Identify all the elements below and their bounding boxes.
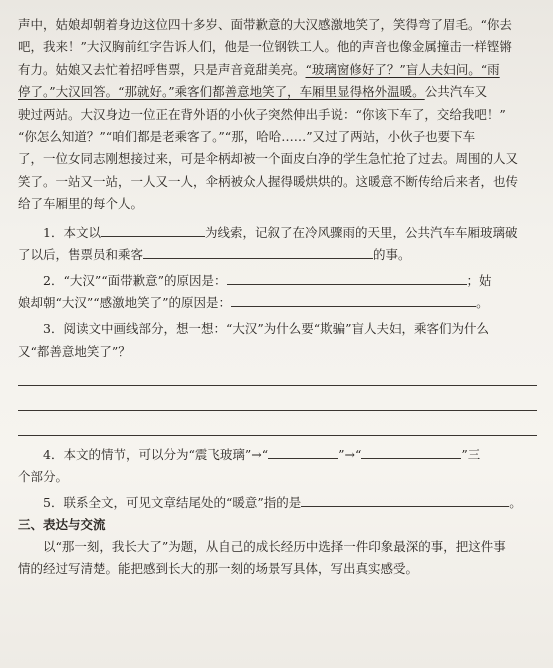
answer-blank[interactable] <box>227 272 467 285</box>
passage-line: 有力。姑娘又去忙着招呼售票，只是声音竟甜美亮。“玻璃窗修好了？”盲人夫妇问。“雨 <box>18 61 500 77</box>
question-3: 3．阅读文中画线部分，想一想：“大汉”为什么要“欺骗”盲人夫妇，乘客们为什么 又“都善意地笑了”？ <box>18 318 537 435</box>
passage-line: 了，一位女同志刚想接过来，可是伞柄却被一个面皮白净的学生急忙抢了过去。周围的人又 <box>18 151 519 167</box>
reading-passage <box>18 14 537 216</box>
question-1: 1．本文以 为线索，记叙了在冷风骤雨的天里，公共汽车车厢玻璃破 了以后，售票员和乘客 的事。 <box>18 224 518 262</box>
passage-line: “你怎么知道？”“咱们都是老乘客了。”“那，哈哈……”又过了两站，小伙子也要下车 <box>18 129 476 145</box>
underlined-sentence: 停了。”大汉回答。“那就好。”乘客们都善意地笑了，车厢里显得格外温暖。 <box>18 84 425 100</box>
question-2: 2．“大汉”“面带歉意”的原因是： ；姑 娘却朝“大汉”“感激地笑了”的原因是： 。 <box>18 273 492 311</box>
passage-line: 停了。”大汉回答。“那就好。”乘客们都善意地笑了，车厢里显得格外温暖。公共汽车又 <box>18 84 488 100</box>
answer-blank[interactable] <box>268 446 338 459</box>
passage-line: 给了车厢里的每个人。 <box>18 196 144 212</box>
passage-line: 笑了。一站又一站，一人又一人，伞柄被众人握得暖烘烘的。这暖意不断传给后来者，也传 <box>18 173 519 189</box>
answer-blank[interactable] <box>143 246 373 259</box>
passage-line: 声中，姑娘却朝着身边这位四十多岁、面带歉意的大汉感激地笑了，笑得弯了眉毛。“你去 <box>18 17 512 32</box>
answer-blank[interactable] <box>361 446 461 459</box>
question-5: 5．联系全文，可见文章结尾处的“暖意”指的是 。 <box>43 495 522 511</box>
answer-blank[interactable] <box>101 224 205 237</box>
section-heading: 三、表达与交流 <box>18 517 106 533</box>
answer-blank[interactable] <box>231 294 476 307</box>
passage-line: 驶过两站。大汉身边一位正在背外语的小伙子突然伸出手说：“你该下车了，交给我吧！” <box>18 106 506 122</box>
question-4: 4．本文的情节，可以分为“震飞玻璃”→“ ”→“ ”三 个部分。 <box>18 446 481 485</box>
answer-blank[interactable] <box>301 494 509 507</box>
essay-prompt: 以“那一刻，我长大了”为题，从自己的成长经历中选择一件印象最深的事，把这件事 情的经过写清楚。能把感到长大的那一刻的场景写具体，写出真实感受。 <box>18 539 506 577</box>
passage-line: 吧，我来！”大汉胸前红字告诉人们，他是一位钢铁工人。他的声音也像金属撞击一样铿锵 <box>18 39 512 55</box>
underlined-sentence: “玻璃窗修好了？”盲人夫妇问。“雨 <box>305 61 500 77</box>
